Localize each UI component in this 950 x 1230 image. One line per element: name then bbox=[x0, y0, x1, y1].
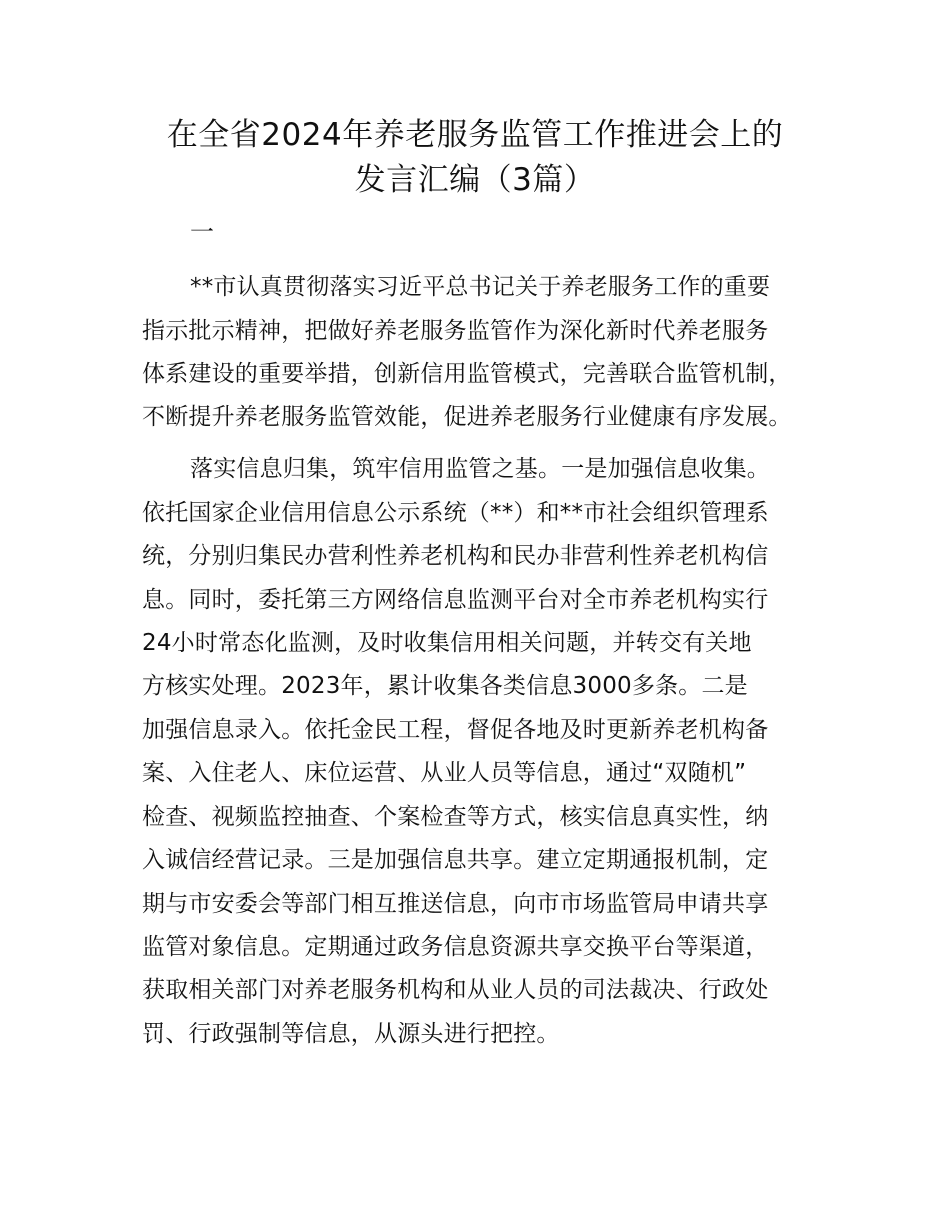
paragraph-2-line: 监管对象信息。定期通过政务信息资源共享交换平台等渠道， bbox=[142, 934, 769, 960]
paragraph-2-line: 案、入住老人、床位运营、从业人员等信息，通过“双随机” bbox=[142, 760, 747, 786]
paragraph-1-line: 不断提升养老服务监管效能，促进养老服务行业健康有序发展。 bbox=[142, 404, 792, 430]
paragraph-2-line: 息。同时，委托第三方网络信息监测平台对全市养老机构实行 bbox=[142, 587, 769, 613]
document-title-line-2: 发言汇编（3篇） bbox=[354, 162, 596, 198]
paragraph-2-line: 落实信息归集，筑牢信用监管之基。一是加强信息收集。 bbox=[190, 456, 770, 482]
paragraph-1-line: 指示批示精神，把做好养老服务监管作为深化新时代养老服务 bbox=[142, 318, 769, 344]
paragraph-1-line: **市认真贯彻落实习近平总书记关于养老服务工作的重要 bbox=[190, 274, 771, 300]
paragraph-2-line: 入诚信经营记录。三是加强信息共享。建立定期通报机制，定 bbox=[142, 847, 769, 873]
section-number: 一 bbox=[190, 218, 214, 246]
paragraph-2-line: 方核实处理。2023年，累计收集各类信息3000多条。二是 bbox=[142, 673, 748, 699]
paragraph-2-line: 统，分别归集民办营利性养老机构和民办非营利性养老机构信 bbox=[142, 543, 769, 569]
document-title-line-1: 在全省2024年养老服务监管工作推进会上的 bbox=[166, 117, 784, 153]
paragraph-2-line: 加强信息录入。依托金民工程，督促各地及时更新养老机构备 bbox=[142, 717, 769, 743]
paragraph-2-line: 获取相关部门对养老服务机构和从业人员的司法裁决、行政处 bbox=[142, 977, 769, 1003]
paragraph-2-line: 24小时常态化监测，及时收集信用相关问题，并转交有关地 bbox=[142, 630, 752, 656]
paragraph-2-line: 检查、视频监控抽查、个案检查等方式，核实信息真实性，纳 bbox=[142, 804, 769, 830]
paragraph-2-line: 罚、行政强制等信息，从源头进行把控。 bbox=[142, 1021, 560, 1047]
paragraph-2-line: 期与市安委会等部门相互推送信息，向市市场监管局申请共享 bbox=[142, 891, 769, 917]
paragraph-1-line: 体系建设的重要举措，创新信用监管模式，完善联合监管机制， bbox=[142, 361, 792, 387]
paragraph-2-line: 依托国家企业信用信息公示系统（**）和**市社会组织管理系 bbox=[142, 500, 769, 526]
